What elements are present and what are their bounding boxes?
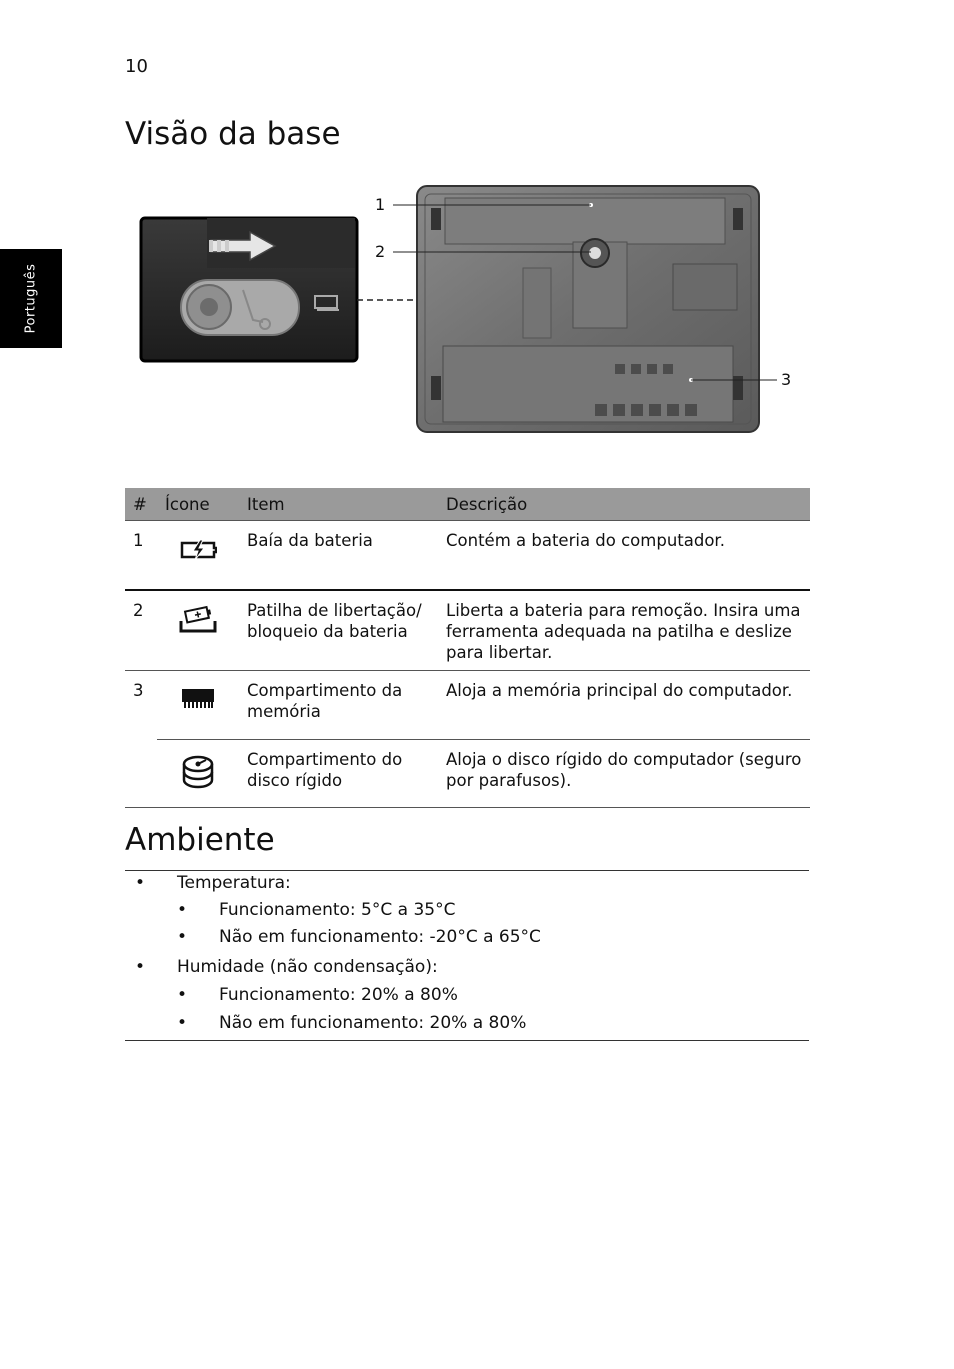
- laptop-base: [417, 186, 759, 432]
- header-description: Descrição: [438, 488, 810, 521]
- row-item: Patilha de libertação/ bloqueio da bateria: [239, 590, 438, 671]
- row-item: Compartimento da memória: [239, 671, 438, 740]
- divider: [125, 870, 809, 871]
- memory-icon: [180, 685, 216, 711]
- battery-release-icon: [178, 605, 218, 635]
- language-tab-label: Português: [23, 263, 39, 334]
- battery-icon: [179, 535, 217, 563]
- list-item: • Funcionamento: 5°C a 35°C: [177, 900, 456, 920]
- header-icon: Ícone: [157, 488, 239, 521]
- latch-closeup: [141, 218, 357, 361]
- hard-disk-icon: [180, 754, 216, 790]
- row-description: Aloja a memória principal do computador.: [438, 671, 810, 740]
- section-title-base-view: Visão da base: [125, 116, 341, 152]
- row-item: Compartimento do disco rígido: [239, 740, 438, 808]
- table-row: [125, 671, 810, 740]
- row-description: Liberta a bateria para remoção. Insira uma ferramenta adequada na patilha e deslize para libertar.: [438, 590, 810, 671]
- row-item: Baía da bateria: [239, 521, 438, 591]
- table-row: [125, 521, 810, 591]
- table-header-row: [125, 488, 810, 521]
- table-row: [125, 740, 810, 808]
- list-item: • Temperatura:: [135, 873, 291, 893]
- row-number: 2: [125, 590, 157, 671]
- page-number: 10: [125, 56, 148, 77]
- header-item: Item: [239, 488, 438, 521]
- callout-3: 3: [781, 370, 792, 389]
- list-item: • Não em funcionamento: -20°C a 65°C: [177, 927, 541, 947]
- divider: [125, 1040, 809, 1041]
- list-item: • Funcionamento: 20% a 80%: [177, 985, 458, 1005]
- list-item: • Não em funcionamento: 20% a 80%: [177, 1013, 527, 1033]
- base-view-illustration: [125, 180, 815, 442]
- list-item: • Humidade (não condensação):: [135, 957, 438, 977]
- language-tab: [0, 249, 62, 348]
- section-title-environment: Ambiente: [125, 822, 275, 858]
- table-row: [125, 590, 810, 671]
- callout-1: 1: [375, 195, 386, 214]
- callout-2: 2: [375, 242, 386, 261]
- row-number: 3: [133, 681, 144, 700]
- header-number: #: [125, 488, 157, 521]
- base-items-table: [125, 488, 810, 808]
- row-number: [125, 740, 157, 808]
- row-description: Contém a bateria do computador.: [438, 521, 810, 591]
- row-description: Aloja o disco rígido do computador (seguro por parafusos).: [438, 740, 810, 808]
- row-number: 1: [125, 521, 157, 591]
- base-view-figure: [125, 180, 815, 442]
